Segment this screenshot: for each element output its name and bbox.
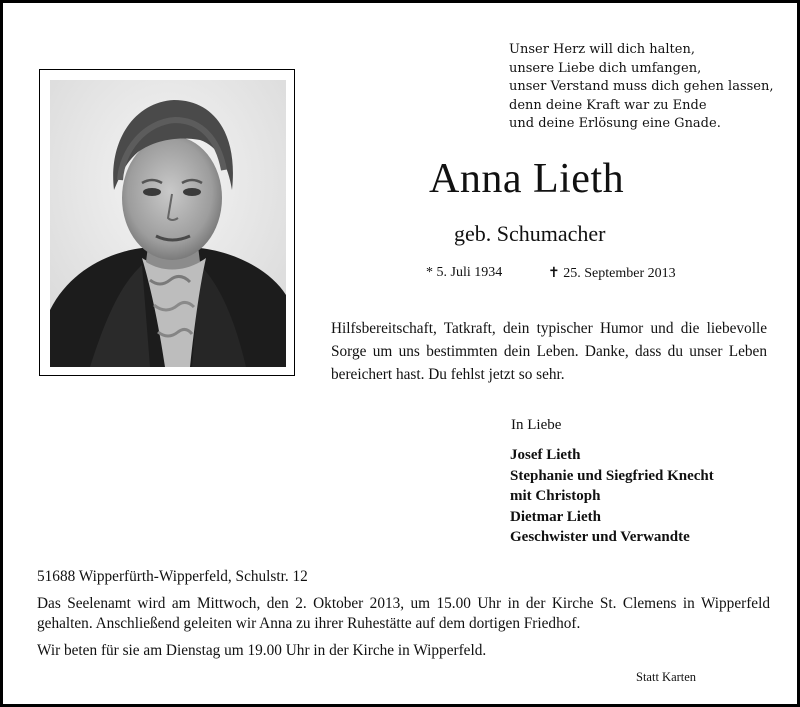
poem-line: und deine Erlösung eine Gnade. <box>509 116 721 131</box>
portrait-photo <box>50 80 286 367</box>
address: 51688 Wipperfürth-Wipperfeld, Schulstr. 12 <box>37 568 308 585</box>
maiden-name: geb. Schumacher <box>454 221 606 246</box>
tribute-text: Hilfsbereitschaft, Tatkraft, dein typischer Humor und die liebevolle Sorge um uns bestimmten dein Leben. Danke, dass du unser Leben bereichert hast. Du fehlst jetzt so sehr. <box>331 320 767 383</box>
poem <box>509 41 774 134</box>
death-date: ✝ 25. September 2013 <box>548 266 676 281</box>
birth-date: * 5. Juli 1934 <box>426 265 503 280</box>
poem-line: denn deine Kraft war zu Ende <box>509 97 707 113</box>
in-liebe-label: In Liebe <box>511 417 562 433</box>
prayer-info: Wir beten für sie am Dienstag um 19.00 Uhr in der Kirche in Wipperfeld. <box>37 642 487 659</box>
deceased-name: Anna Lieth <box>429 156 625 202</box>
statt-karten: Statt Karten <box>636 670 697 684</box>
poem-line: Unser Herz will dich halten, <box>509 42 695 57</box>
mourner-item: Geschwister und Verwandte <box>510 529 690 545</box>
mourner-item: Stephanie und Siegfried Knecht <box>510 467 714 484</box>
mourner-item: mit Christoph <box>510 488 601 504</box>
service-info: Das Seelenamt wird am Mittwoch, den 2. Oktober 2013, um 15.00 Uhr in der Kirche St. Clemens in Wipperfeld gehalten. Anschließend geleiten wir Anna zu ihrer Ruhestätte auf dem dortigen Friedhof. <box>37 595 770 632</box>
mourner-item: Dietmar Lieth <box>510 508 601 525</box>
poem-line: unser Verstand muss dich gehen lassen, <box>509 79 774 94</box>
poem-line: unsere Liebe dich umfangen, <box>509 60 702 76</box>
mourners-list <box>510 445 714 548</box>
portrait-frame <box>39 69 295 376</box>
mourner-item: Josef Lieth <box>510 447 581 463</box>
